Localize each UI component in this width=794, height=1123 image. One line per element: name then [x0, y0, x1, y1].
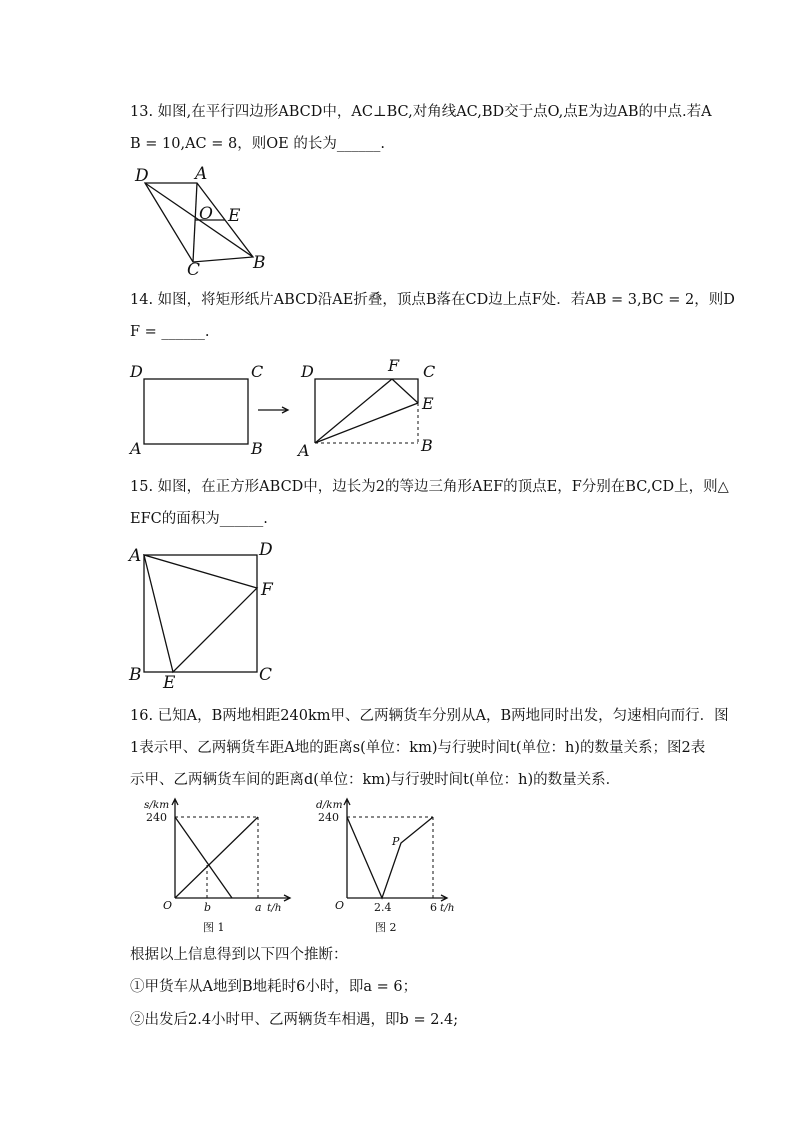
left-label-a: A — [130, 439, 142, 458]
label-6: 6 — [430, 901, 437, 914]
segment-fe — [392, 379, 418, 403]
label-d: D — [135, 166, 149, 186]
q13-text-line-2: B = 10,AC = 8，则OE 的长为______. — [130, 136, 385, 152]
label-b: B — [253, 253, 266, 273]
segment-af — [315, 379, 392, 443]
diagonal-ac — [193, 183, 197, 262]
line-truck-jia — [175, 817, 258, 898]
label-b: b — [204, 901, 212, 914]
label-d-km: d/km — [316, 799, 343, 811]
line-truck-yi — [175, 817, 232, 898]
label-d: D — [259, 540, 273, 560]
q15-square-figure — [125, 540, 285, 692]
label-p: P — [392, 835, 400, 848]
label-t-h: t/h — [440, 902, 455, 914]
q14-folding-figure — [125, 355, 445, 460]
q16-text-line-1: 16. 已知A，B两地相距240km甲、乙两辆货车分别从A，B两地同时出发，匀速相向而行．图 — [130, 708, 729, 724]
right-label-e: E — [422, 394, 434, 413]
label-o: O — [199, 204, 213, 224]
label-e: E — [228, 206, 241, 226]
crease-ae — [315, 403, 418, 443]
left-label-d: D — [130, 362, 143, 381]
label-b: B — [129, 665, 142, 685]
rectangle-before-fold — [144, 379, 248, 444]
label-a: a — [255, 901, 262, 914]
right-label-f: F — [388, 356, 400, 375]
q16-intro: 根据以上信息得到以下四个推断： — [130, 947, 348, 963]
left-label-b: B — [251, 439, 263, 458]
label-c: C — [187, 260, 201, 280]
label-s-km: s/km — [144, 799, 170, 811]
right-label-a: A — [298, 441, 310, 460]
right-label-c: C — [423, 362, 436, 381]
q15-text-line-1: 15. 如图，在正方形ABCD中，边长为2的等边三角形AEF的顶点E，F分别在BC,CD上，则△ — [130, 479, 729, 495]
q16-inference-2: ②出发后2.4小时甲、乙两辆货车相遇，即b = 2.4; — [130, 1012, 459, 1028]
label-a: A — [129, 546, 142, 566]
triangle-aef — [144, 555, 257, 672]
distance-graph — [347, 817, 433, 898]
caption-fig-1: 图 1 — [203, 921, 225, 934]
label-f: F — [261, 580, 273, 600]
left-label-c: C — [251, 362, 264, 381]
q16-inference-1: ①甲货车从A地到B地耗时6小时，即a = 6； — [130, 979, 418, 995]
q14-text-line-2: F = ______. — [130, 324, 210, 340]
label-e: E — [163, 673, 176, 693]
label-origin: O — [163, 899, 173, 912]
label-t-h: t/h — [267, 902, 282, 914]
label-240: 240 — [146, 811, 167, 824]
q16-graph-1 — [140, 795, 300, 937]
caption-fig-2: 图 2 — [375, 921, 397, 934]
q16-text-line-2: 1表示甲、乙两辆货车距A地的距离s(单位：km)与行驶时间t(单位：h)的数量关系；图2表 — [130, 740, 706, 756]
q16-text-line-3: 示甲、乙两辆货车间的距离d(单位：km)与行驶时间t(单位：h)的数量关系． — [130, 772, 621, 788]
label-240: 240 — [318, 811, 339, 824]
q16-graph-2 — [312, 795, 472, 937]
q15-text-line-2: EFC的面积为______. — [130, 511, 268, 527]
label-a: A — [195, 164, 208, 184]
q13-parallelogram-figure — [125, 162, 285, 280]
right-label-d: D — [301, 362, 314, 381]
label-2-4: 2.4 — [374, 901, 392, 914]
right-label-b: B — [421, 436, 433, 455]
label-origin: O — [335, 899, 345, 912]
q13-text-line-1: 13. 如图,在平行四边形ABCD中，AC⊥BC,对角线AC,BD交于点O,点E为边AB的中点.若A — [130, 104, 712, 120]
square-abcd — [144, 555, 257, 672]
q14-text-line-1: 14. 如图，将矩形纸片ABCD沿AE折叠，顶点B落在CD边上点F处．若AB = 3,BC = 2，则D — [130, 292, 735, 308]
label-c: C — [259, 665, 273, 685]
